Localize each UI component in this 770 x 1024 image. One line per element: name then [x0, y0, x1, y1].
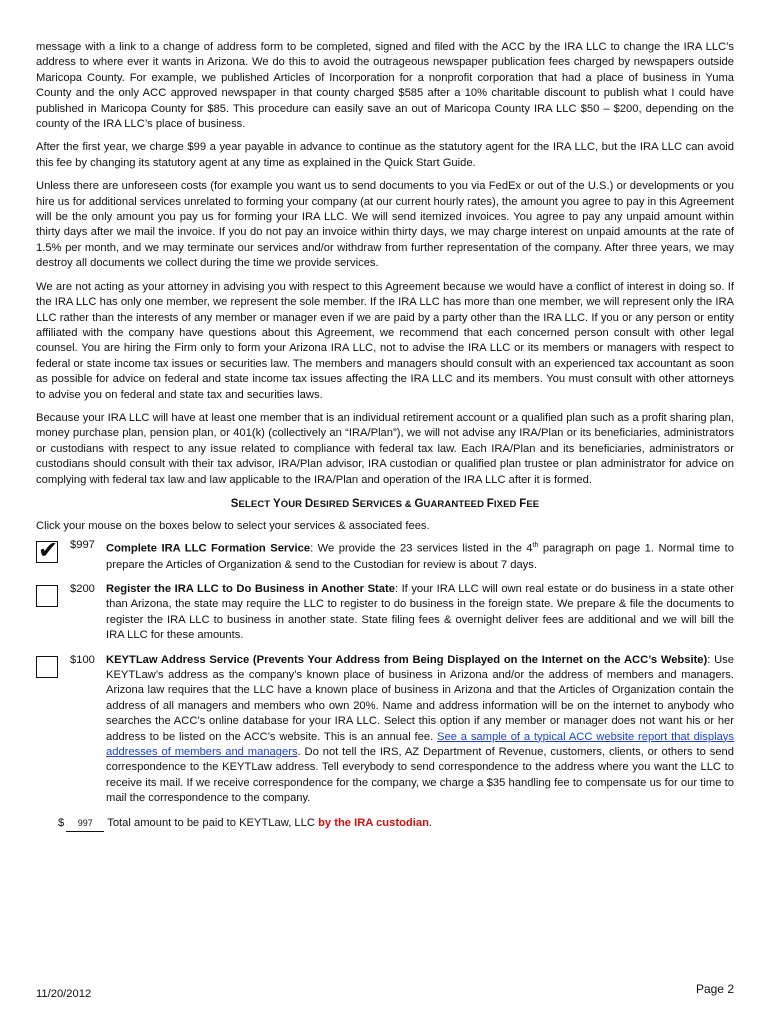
- footer-date: 11/20/2012: [36, 988, 92, 1000]
- paragraph-unforeseen-costs: Unless there are unforeseen costs (for example you want us to send documents to you via FedEx or out of the U.S.) or developments or you hire us for additional services unrelated to forming your company (at our current hourly rates), the amount you agree to pay in this Agreement will be the only amount you pay us for forming your IRA LLC. We will send itemized invoices. You agree to pay any unpaid amount within thirty days after we mail the invoice. If you do not pay an invoice within thirty days, we may charge interest on unpaid amounts at the rate of 1.5% per month, and we may terminate our services and/or withdraw from further representation of the company. After three years, we may destroy all documents we collect during the time we provide services.: [36, 180, 734, 270]
- service-description: KEYTLaw Address Service (Prevents Your Address from Being Displayed on the Internet on the ACC’s Website): Use KEYTLaw’s address as the company’s known place of business in Arizona and/or the address of members and managers. Arizona law requires that the LLC have a known place of business in Arizona and that the Articles of Organization contain the address of all managers and members who own 20%. Name and address information will be on the internet to anybody who searches the ACC’s online database for your IRA LLC. Select this option if any member or manager does not want his or her address to be listed on the ACC’s website. This is an annual fee. See a sample of a typical ACC website report that displays addresses of members and managers. Do not tell the IRS, AZ Department of Revenue, customers, clients, or others to send correspondence to the KEYTLaw address. Tell everybody to send correspondence to the address where you want the LLC to receive its mail. If we receive correspondence for the company, we charge a $35 handling fee to compensate us for our time to mail the correspondence to the company.: [106, 653, 734, 805]
- service-price: $200: [70, 582, 95, 595]
- custodian-highlight: by the IRA custodian: [318, 816, 429, 829]
- address-service-checkbox[interactable]: [36, 656, 58, 678]
- page-number: Page 2: [695, 982, 734, 996]
- paragraph-address-change: message with a link to a change of address form to be completed, signed and filed with the ACC by the IRA LLC to change the IRA LLC’s address to where ever it wants in Arizona. We do this to avoid the outrageous newspaper publication fees charged by newspapers outside Maricopa County. For example, we published Articles of Incorporation for a nonprofit corporation that had a place of business in Yuma County and the only ACC approved newspaper in that county charged $585 after a 10% charitable discount to publish what I could have published in Maricopa County for $85. This procedure can easily save an out of Maricopa County IRA LLC $50 – $200, depending on the county of the IRA LLC’s place of business.: [36, 41, 734, 131]
- check-mark-icon: ✔: [38, 536, 59, 565]
- service-price: $100: [70, 653, 95, 666]
- service-title: Complete IRA LLC Formation Service: [106, 543, 311, 556]
- service-title: KEYTLaw Address Service (Prevents Your Address from Being Displayed on the Internet on the ACC’s Website): [106, 653, 708, 666]
- paragraph-not-attorney: We are not acting as your attorney in advising you with respect to this Agreement because we would have a conflict of interest in doing so. If the IRA LLC has only one member, we represent the sole member. If the IRA LLC has more than one member, we will represent only the IRA LLC rather than the interests of any member or manager even if we are paid by a party other than the IRA LLC. If you or any person or entity affiliated with the company have questions about this Agreement, we recommend that each concerned person consult with other legal counsel. You are hiring the Firm only to form your Arizona IRA LLC, not to advise the IRA LLC or its members or managers with respect to federal or state income tax issues or securities law. The members and managers should consult with an experienced tax accountant as soon as possible for advice on federal and state income tax issues affecting the IRA LLC and its members. You must consult with other attorneys to advise you on federal and state tax and securities laws.: [36, 280, 734, 401]
- paragraph-annual-fee: After the first year, we charge $99 a year payable in advance to continue as the statutory agent for the IRA LLC, but the IRA LLC can avoid this fee by changing its statutory agent at any time as explained in the Quick Start Guide.: [36, 141, 734, 169]
- section-heading: SELECT YOUR DESIRED SERVICES & GUARANTEED FIXED FEE: [230, 497, 540, 510]
- total-line: $ 997 Total amount to be paid to KEYTLaw, LLC by the IRA custodian.: [58, 816, 734, 832]
- service-foreign-registration: [36, 582, 734, 644]
- service-description: Complete IRA LLC Formation Service: We provide the 23 services listed in the 4th paragraph on page 1. Normal time to prepare the Articles of Organization & send to the Custodian for review is about 7 days.: [106, 542, 734, 571]
- service-title: Register the IRA LLC to Do Business in Another State: [106, 582, 395, 595]
- instruction-text: Click your mouse on the boxes below to select your services & associated fees.: [36, 519, 430, 532]
- document-page: [36, 40, 734, 832]
- foreign-registration-checkbox[interactable]: [36, 585, 58, 607]
- paragraph-ira-plan: Because your IRA LLC will have at least one member that is an individual retirement account or a qualified plan such as a profit sharing plan, money purchase plan, pension plan, or 401(k) (collectively an “IRA/Plan”), we will not advise any IRA/Plan or its beneficiaries, administrators or custodians with respect to any issue related to compliance with federal tax law. Each IRA/Plan and its beneficiaries, administrators or custodians should consult with their tax advisor, IRA/Plan advisor, IRA custodian or qualified plan trustee or plan administrator for advice on complying with federal tax law and law applicable to the IRA/Plan and operation of the IRA LLC after it is formed.: [36, 411, 734, 486]
- service-description: Register the IRA LLC to Do Business in Another State: If your IRA LLC will own real estate or do business in a state other than Arizona, the state may require the LLC to register to do business in the foreign state. We prepare & file the documents to register the IRA LLC to business in another state. State filing fees & overnight deliver fees are additional and we will bill the IRA LLC for these amounts.: [106, 582, 734, 642]
- formation-checkbox[interactable]: [36, 536, 59, 565]
- service-formation: [36, 538, 734, 573]
- total-amount-field[interactable]: 997: [66, 816, 104, 832]
- service-price: $997: [70, 539, 95, 552]
- acc-sample-link[interactable]: See a sample of a typical ACC website report that displays addresses of members and managers: [106, 730, 734, 758]
- service-address: [36, 653, 734, 807]
